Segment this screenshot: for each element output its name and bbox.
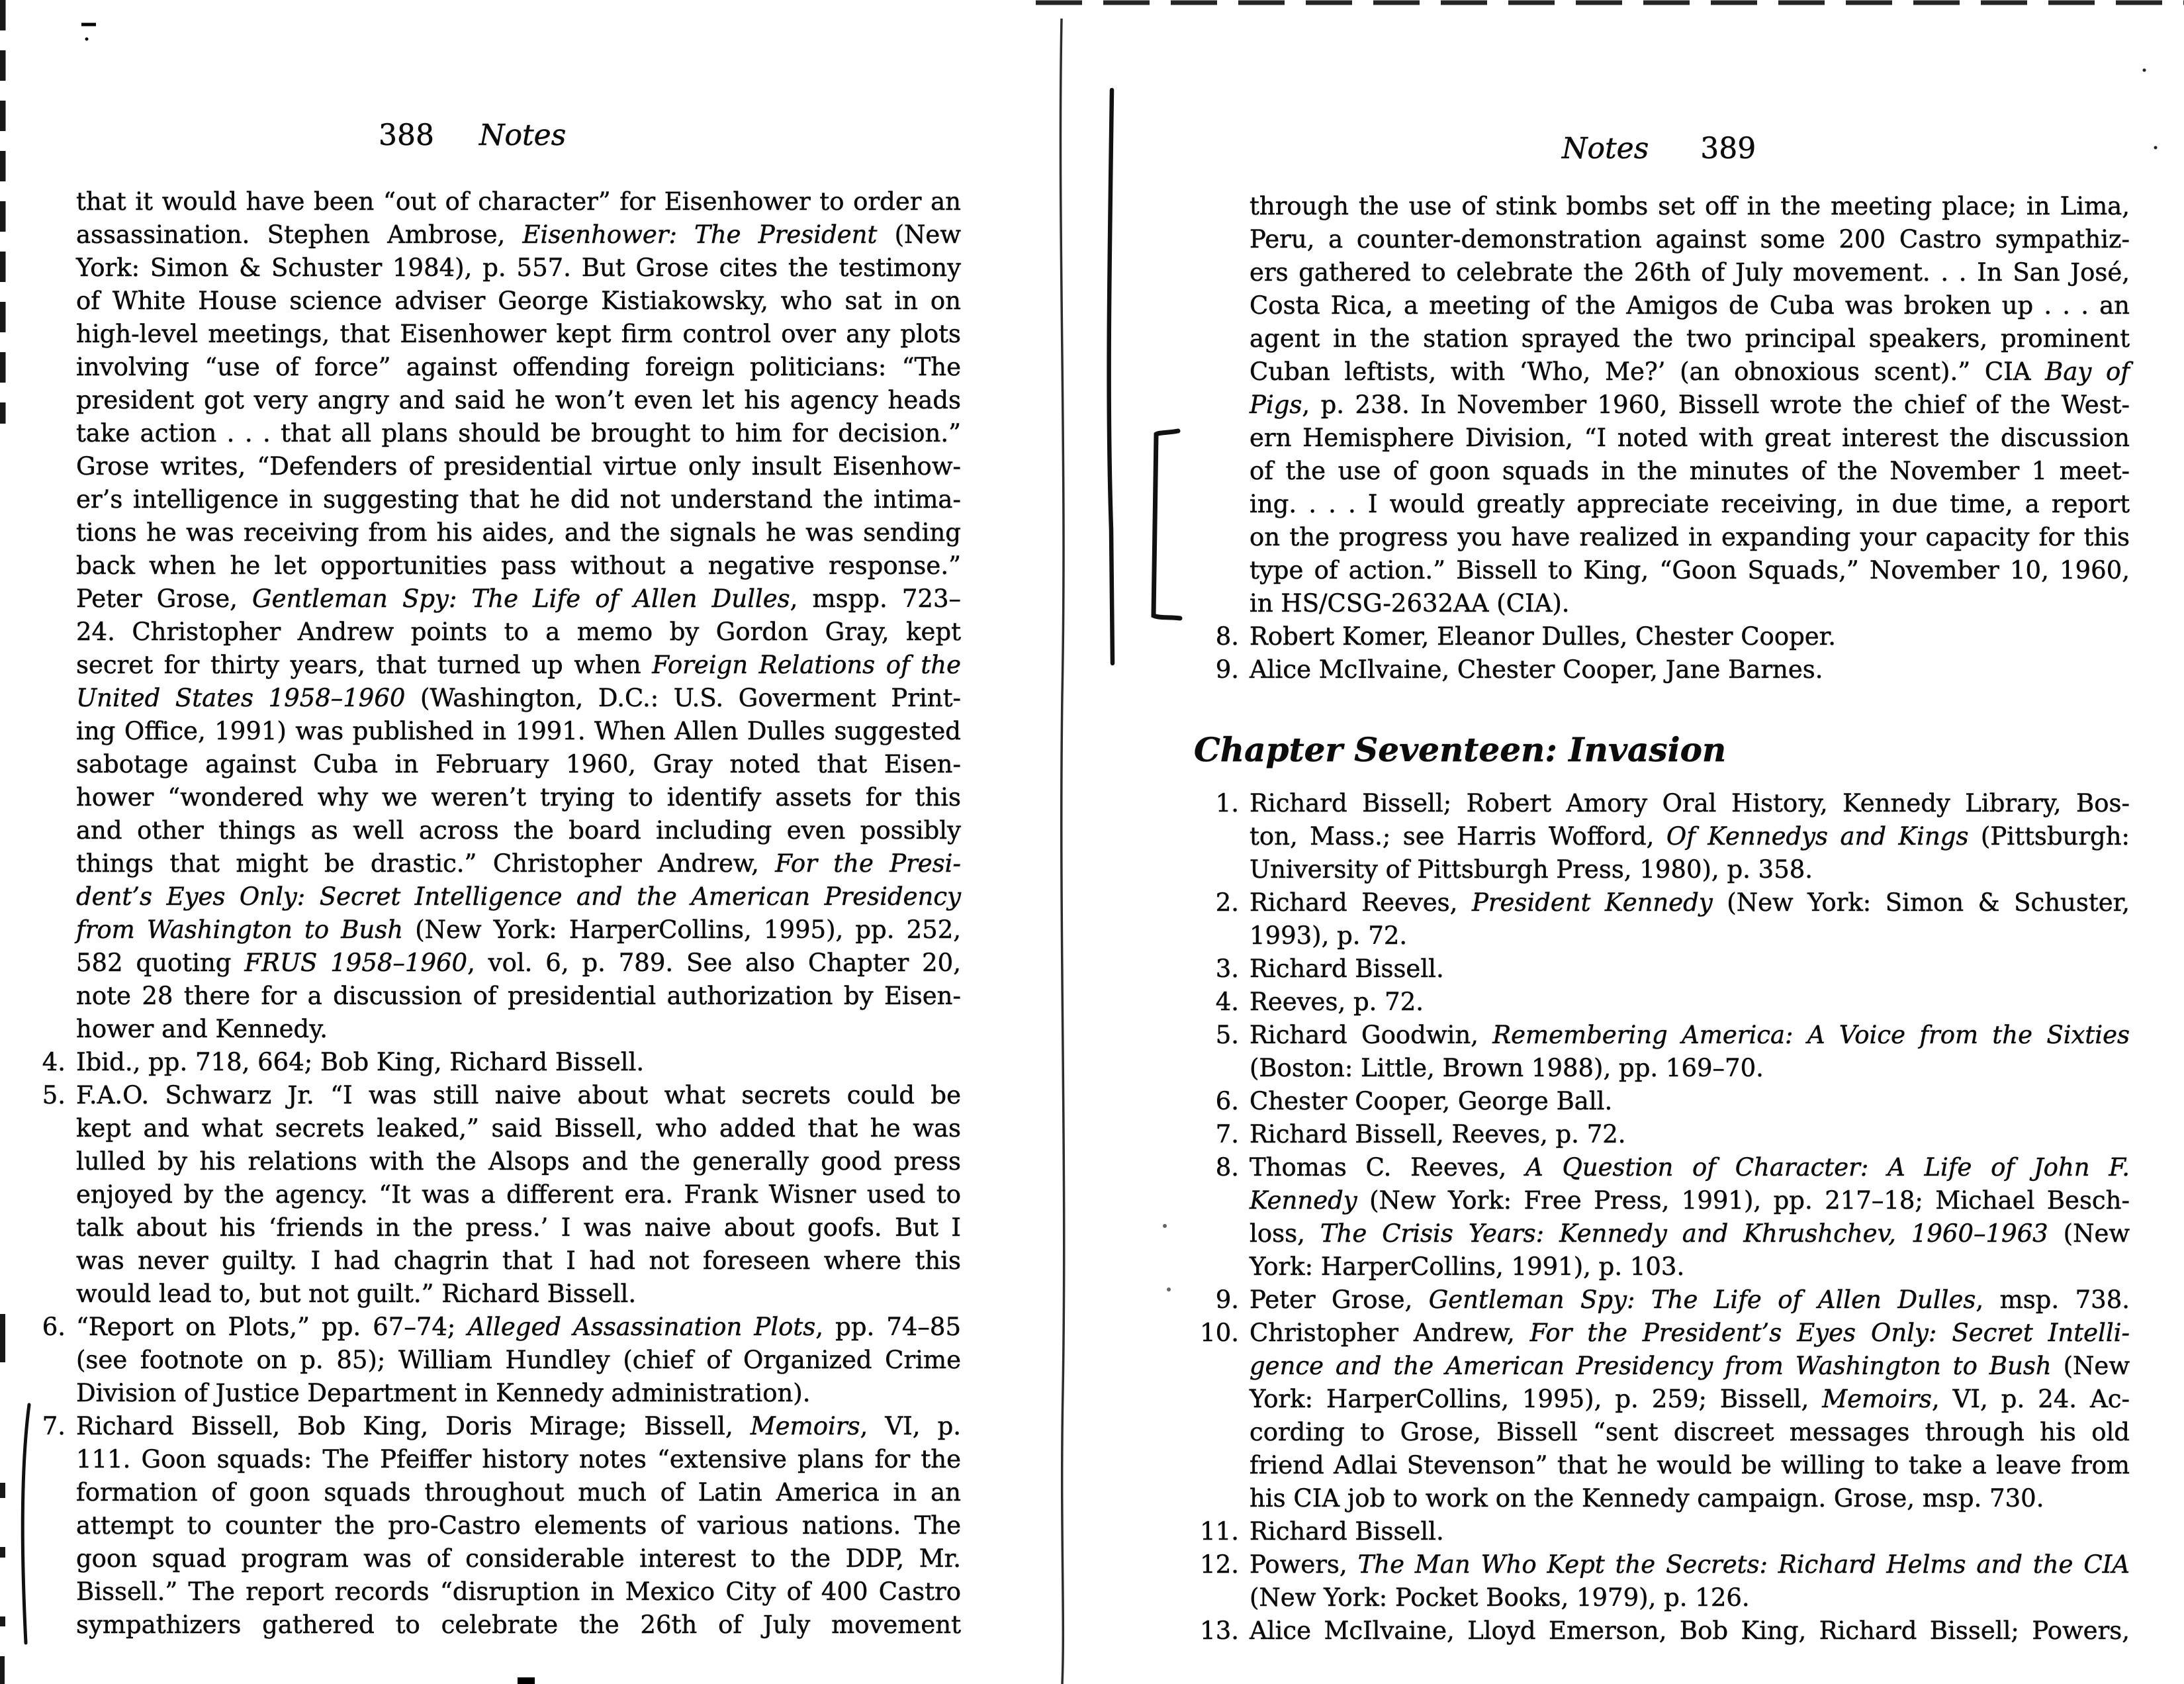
text-line: Chester Cooper, George Ball. xyxy=(1250,1087,1613,1115)
text-line: ton, Mass.; see Harris Wofford, Of Kennedys and Kings (Pittsburgh: xyxy=(1250,822,2130,851)
note-item xyxy=(1215,953,2130,986)
text-line: type of action.” Bissell to King, “Goon Squads,” November 10, 1960, xyxy=(1250,556,2130,585)
text-line: from Washington to Bush (New York: HarperCollins, 1995), pp. 252, xyxy=(76,915,961,944)
text-line: president got very angry and said he won’t even let his agency heads xyxy=(76,386,961,414)
text-line: of the use of goon squads in the minutes of the November 1 meet- xyxy=(1250,457,2130,485)
text-line: his CIA job to work on the Kennedy campaign. Grose, msp. 730. xyxy=(1250,1484,2044,1513)
text-line: formation of goon squads throughout much of Latin America in an xyxy=(76,1478,961,1507)
note-item xyxy=(42,1079,961,1311)
page-number-left: 388 xyxy=(379,118,434,152)
note-number: 8. xyxy=(1215,622,1239,651)
text-line: ing. . . . I would greatly appreciate receiving, in due time, a report xyxy=(1250,490,2130,518)
text-line: of White House science adviser George Kistiakowsky, who sat in on xyxy=(76,287,961,315)
text-line: er’s intelligence in suggesting that he did not understand the intima- xyxy=(76,485,961,514)
text-line: hower “wondered why we weren’t trying to identify assets for this xyxy=(76,783,961,812)
page-number-right: 389 xyxy=(1700,132,1756,165)
text-line: Costa Rica, a meeting of the Amigos de Cuba was broken up . . . an xyxy=(1250,291,2130,320)
text-line: Richard Bissell, Bob King, Doris Mirage; Bissell, Memoirs, VI, p. xyxy=(76,1412,962,1440)
text-line: Pigs, p. 238. In November 1960, Bissell wrote the chief of the West- xyxy=(1250,391,2130,419)
text-line: Richard Goodwin, Remembering America: A Voice from the Sixties xyxy=(1250,1021,2130,1049)
speck-artifact xyxy=(1163,1224,1167,1228)
note-number: 4. xyxy=(42,1048,66,1076)
text-line: ing Office, 1991) was published in 1991. When Allen Dulles suggested xyxy=(76,717,961,745)
text-line: Robert Komer, Eleanor Dulles, Chester Cooper. xyxy=(1250,622,1837,651)
text-line: York: HarperCollins, 1991), p. 103. xyxy=(1250,1252,1685,1281)
text-line: assassination. Stephen Ambrose, Eisenhower: The President (New xyxy=(76,220,961,249)
note-item xyxy=(1200,1548,2130,1614)
text-line: sabotage against Cuba in February 1960, Gray noted that Eisen- xyxy=(76,750,961,778)
text-line: 1993), p. 72. xyxy=(1250,921,1408,950)
note-number: 12. xyxy=(1200,1550,1239,1579)
text-line: ers gathered to celebrate the 26th of July movement. . . In San José, xyxy=(1250,258,2130,287)
note-number: 7. xyxy=(1215,1120,1239,1148)
margin-bracket-icon xyxy=(1154,431,1180,618)
text-line: lulled by his relations with the Alsops and the generally good press xyxy=(76,1147,961,1176)
text-line: tions he was receiving from his aides, and the signals he was sending xyxy=(76,518,961,547)
text-line: gence and the American Presidency from Washington to Bush (New xyxy=(1250,1352,2130,1380)
text-line: Bissell.” The report records “disruption in Mexico City of 400 Castro xyxy=(76,1577,961,1606)
text-line: Alice McIlvaine, Chester Cooper, Jane Barnes. xyxy=(1250,655,1823,684)
text-line: United States 1958–1960 (Washington, D.C.: U.S. Goverment Print- xyxy=(76,684,962,712)
note-item xyxy=(1200,1614,2130,1648)
note-number: 13. xyxy=(1200,1616,1239,1645)
note-number: 2. xyxy=(1215,888,1239,917)
note-item xyxy=(42,1046,961,1079)
note-item xyxy=(1215,1151,2130,1284)
text-line: high-level meetings, that Eisenhower kept firm control over any plots xyxy=(76,320,961,348)
text-line: “Report on Plots,” pp. 67–74; Alleged Assassination Plots, pp. 74–85 xyxy=(76,1313,961,1341)
note-item xyxy=(1215,1019,2130,1085)
text-line: would lead to, but not guilt.” Richard Bissell. xyxy=(76,1280,637,1308)
text-line: enjoyed by the agency. “It was a different era. Frank Wisner used to xyxy=(76,1180,961,1209)
text-line: Richard Bissell, Reeves, p. 72. xyxy=(1250,1120,1626,1148)
note-number: 6. xyxy=(1215,1087,1239,1115)
text-line: loss, The Crisis Years: Kennedy and Khrushchev, 1960–1963 (New xyxy=(1250,1219,2130,1248)
right-text-column xyxy=(1194,190,2130,1648)
note-number: 4. xyxy=(1215,988,1239,1016)
text-line: Division of Justice Department in Kennedy administration). xyxy=(76,1379,811,1407)
text-line: was never guilty. I had chagrin that I had not foreseen where this xyxy=(76,1246,961,1275)
text-line: talk about his ‘friends in the press.’ I was naive about goofs. But I xyxy=(76,1213,961,1242)
text-line: (Boston: Little, Brown 1988), pp. 169–70. xyxy=(1250,1054,1764,1082)
text-line: friend Adlai Stevenson” that he would be willing to take a leave from xyxy=(1250,1451,2130,1479)
text-line: University of Pittsburgh Press, 1980), p. 358. xyxy=(1250,855,1813,884)
note-number: 6. xyxy=(42,1313,66,1341)
note-item xyxy=(1215,1284,2130,1317)
note-number: 7. xyxy=(42,1412,66,1440)
text-line: Christopher Andrew, For the President’s Eyes Only: Secret Intelli- xyxy=(1250,1319,2130,1347)
note-item xyxy=(1215,787,2130,886)
text-line: 111. Goon squads: The Pfeiffer history notes “extensive plans for the xyxy=(76,1445,961,1474)
text-line: York: Simon & Schuster 1984), p. 557. But Grose cites the testimony xyxy=(76,254,961,282)
note-number: 11. xyxy=(1200,1517,1239,1546)
speck-artifact xyxy=(85,38,89,41)
speck-artifact xyxy=(1167,1287,1171,1291)
paragraph xyxy=(76,185,961,1046)
text-line: through the use of stink bombs set off in the meeting place; in Lima, xyxy=(1250,192,2130,220)
text-line: take action . . . that all plans should be brought to him for decision.” xyxy=(76,419,961,447)
note-item xyxy=(1200,1317,2130,1515)
note-item xyxy=(1215,620,2130,653)
text-line: that it would have been “out of character” for Eisenhower to order an xyxy=(76,187,961,216)
text-line: on the progress you have realized in expanding your capacity for this xyxy=(1250,523,2130,551)
note-number: 5. xyxy=(42,1081,66,1109)
text-line: sympathizers gathered to celebrate the 26th of July movement xyxy=(76,1611,961,1639)
note-item xyxy=(1215,1118,2130,1151)
text-line: back when he let opportunities pass without a negative response.” xyxy=(76,551,961,580)
note-number: 10. xyxy=(1200,1319,1239,1347)
page-left-header xyxy=(379,119,566,152)
text-line: hower and Kennedy. xyxy=(76,1015,328,1043)
text-line: Grose writes, “Defenders of presidential virtue only insult Eisenhow- xyxy=(76,452,961,481)
note-item xyxy=(42,1311,961,1410)
text-line: dent’s Eyes Only: Secret Intelligence and the American Presidency xyxy=(76,882,961,911)
text-line: Powers, The Man Who Kept the Secrets: Richard Helms and the CIA xyxy=(1250,1550,2130,1579)
running-head-left: Notes xyxy=(478,118,567,152)
speck-artifact xyxy=(2143,69,2146,72)
text-line: Reeves, p. 72. xyxy=(1250,988,1424,1016)
page-right-header xyxy=(1562,132,1756,165)
text-line: attempt to counter the pro-Castro elements of various nations. The xyxy=(76,1511,961,1540)
text-line: things that might be drastic.” Christopher Andrew, For the Presi- xyxy=(76,849,961,878)
note-item xyxy=(1200,1515,2130,1548)
margin-line-icon xyxy=(1109,90,1113,663)
text-line: Peru, a counter-demonstration against some 200 Castro sympathiz- xyxy=(1250,225,2130,254)
speck-artifact xyxy=(2154,146,2158,150)
text-line: involving “use of force” against offending foreign politicians: “The xyxy=(76,353,961,381)
note-number: 8. xyxy=(1215,1153,1239,1182)
note-number: 9. xyxy=(1215,655,1239,684)
text-line: F.A.O. Schwarz Jr. “I was still naive about what secrets could be xyxy=(76,1081,961,1109)
text-line: Richard Bissell. xyxy=(1250,1517,1444,1546)
note-item xyxy=(1215,986,2130,1019)
chapter-heading: Chapter Seventeen: Invasion xyxy=(1194,730,1727,769)
note-number: 1. xyxy=(1215,789,1239,818)
text-line: cording to Grose, Bissell “sent discreet messages through his old xyxy=(1250,1418,2130,1446)
text-line: note 28 there for a discussion of presidential authorization by Eisen- xyxy=(76,982,961,1010)
note-item xyxy=(42,1410,962,1642)
text-line: goon squad program was of considerable interest to the DDP, Mr. xyxy=(76,1544,961,1573)
text-line: Peter Grose, Gentleman Spy: The Life of Allen Dulles, msp. 738. xyxy=(1250,1286,2130,1314)
text-line: Cuban leftists, with ‘Who, Me?’ (an obnoxious scent).” CIA Bay of xyxy=(1250,357,2130,386)
text-line: secret for thirty years, that turned up when Foreign Relations of the xyxy=(76,651,961,679)
text-line: agent in the station sprayed the two principal speakers, prominent xyxy=(1250,324,2130,353)
note-item xyxy=(1215,886,2130,953)
text-line: 582 quoting FRUS 1958–1960, vol. 6, p. 789. See also Chapter 20, xyxy=(76,949,961,977)
text-line: Richard Bissell. xyxy=(1250,955,1444,983)
text-line: Ibid., pp. 718, 664; Bob King, Richard Bissell. xyxy=(76,1048,645,1076)
text-line: and other things as well across the board including even possibly xyxy=(76,816,961,845)
note-number: 9. xyxy=(1215,1286,1239,1314)
gutter-line-icon xyxy=(1060,19,1064,1684)
left-text-column xyxy=(42,185,962,1642)
text-line: ern Hemisphere Division, “I noted with great interest the discussion xyxy=(1250,424,2130,452)
text-line: Richard Bissell; Robert Amory Oral History, Kennedy Library, Bos- xyxy=(1250,789,2130,818)
text-line: Alice McIlvaine, Lloyd Emerson, Bob King, Richard Bissell; Powers, xyxy=(1250,1616,2130,1645)
text-line: (see footnote on p. 85); William Hundley (chief of Organized Crime xyxy=(76,1346,961,1374)
text-line: Richard Reeves, President Kennedy (New York: Simon & Schuster, xyxy=(1250,888,2130,917)
note-number: 5. xyxy=(1215,1021,1239,1049)
text-line: Thomas C. Reeves, A Question of Character: A Life of John F. xyxy=(1250,1153,2130,1182)
text-line: 24. Christopher Andrew points to a memo by Gordon Gray, kept xyxy=(76,618,961,646)
text-line: York: HarperCollins, 1995), p. 259; Bissell, Memoirs, VI, p. 24. Ac- xyxy=(1250,1385,2130,1413)
running-head-right: Notes xyxy=(1562,132,1649,165)
text-line: Peter Grose, Gentleman Spy: The Life of Allen Dulles, mspp. 723– xyxy=(76,585,961,613)
text-line: in HS/CSG-2632AA (CIA). xyxy=(1250,589,1570,618)
text-line: kept and what secrets leaked,” said Bissell, who added that he was xyxy=(76,1114,961,1143)
text-line: Kennedy (New York: Free Press, 1991), pp. 217–18; Michael Besch- xyxy=(1250,1186,2130,1215)
left-edge-artifact-lower xyxy=(2,1314,3,1684)
note-item xyxy=(1215,653,2130,686)
note-item xyxy=(1215,1085,2130,1118)
note-number: 3. xyxy=(1215,955,1239,983)
text-line: (New York: Pocket Books, 1979), p. 126. xyxy=(1250,1583,1750,1612)
paragraph xyxy=(1250,190,2130,620)
